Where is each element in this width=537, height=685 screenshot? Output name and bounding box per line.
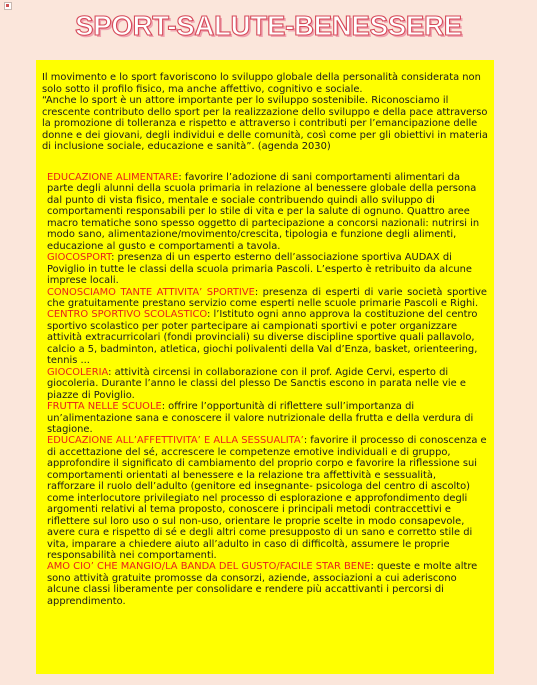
section-attivita-sportive: [47, 287, 487, 310]
broken-image-icon: [4, 2, 12, 10]
section-heading: GIOCOSPORT: [47, 252, 112, 264]
intro-text: [42, 72, 494, 153]
section-text: : favorire l’adozione di sani comportamenti alimentari da parte degli alunni della scuola primaria in relazione al benessere globale della persona dal punto di vista fisico, mentale e sociale contribuendo quindi allo sviluppo di comportamenti responsabili per lo stile di vita e per la salute di ognuno. Quattro aree macro tematiche sono spesso oggetto di partecipazione a concorsi nazionali: nutrirsi in modo sano, alimentazione/movimento/crescita, tipologia e funzione degli alimenti, educazione al gusto e comportamenti a tavola.: [47, 172, 480, 252]
section-heading: EDUCAZIONE ALL’AFFETTIVITA’ E ALLA SESSUALITA’: [47, 435, 304, 447]
section-text: : l’Istituto ogni anno approva la costituzione del centro sportivo scolastico per poter partecipare ai campionati sportivi e poter organizzare attività extracurricolari (fondi provinciali) su diverse discipline sportive quali pallavolo, calcio a 5, badminton, atletica, giochi polivalenti della Val d’Enza, basket, orienteering, tennis ...: [47, 309, 478, 367]
section-frutta-scuole: [47, 401, 487, 435]
section-text: : queste e molte altre sono attività gratuite promosse da consorzi, aziende, associazioni a cui aderiscono alcune classi liberamente per consolidare e rendere più accattivanti i percorsi di apprendimento.: [47, 561, 478, 607]
section-heading: CONOSCIAMO TANTE ATTIVITA’ SPORTIVE: [47, 286, 255, 298]
section-text: : favorire il processo di conoscenza e di accettazione del sé, accrescere le competenze emotive individuali e di gruppo, approfondire il significato di cambiamento del proprio corpo e favorire la riflessione sui comportamenti orientati al benessere e la relazione tra affettività e sessualità, rafforzare il ruolo dell’adulto (genitore ed insegnante- psicologa del centro di ascolto) come interlocutore privilegiato nel processo di esplorazione e approfondimento degli argomenti relativi al tema proposto, conoscere i principali metodi contraccettivi e riflettere sul loro uso o sul non-uso, orientare le proprie scelte in modo consapevole, avere cura e rispetto di sé e degli altri come presupposto di un sano e corretto stile di vita, imparare a chiedere aiuto all’adulto in caso di difficoltà, assumere le proprie responsabilità nei comportamenti.: [47, 435, 487, 561]
section-heading: GIOCOLERIA: [47, 366, 109, 378]
sections-list: [47, 172, 487, 607]
section-heading: AMO CIO’ CHE MANGIO/LA BANDA DEL GUSTO/FACILE STAR BENE: [47, 561, 371, 573]
page-title: SPORT-SALUTE-BENESSERE: [75, 10, 462, 41]
section-heading: FRUTTA NELLE SCUOLE: [47, 401, 162, 413]
section-centro-sportivo: [47, 309, 487, 366]
intro-quote: “Anche lo sport è un attore importante per lo sviluppo sostenibile. Riconosciamo il crescente contributo dello sport per la realizzazione dello sviluppo e della pace attraverso la promozione di tolleranza e rispetto e attraverso i contributi per l’emancipazione delle donne e dei giovani, degli individui e delle comunità, così come per gli obiettivi in materia di inclusione sociale, educazione e sanità”. (agenda 2030): [42, 95, 488, 152]
intro-paragraph: Il movimento e lo sport favoriscono lo sviluppo globale della personalità considerata non solo sotto il profilo fisico, ma anche affettivo, cognitivo e sociale.: [42, 72, 481, 95]
section-text: : presenza di esperti di varie società sportive che gratuitamente prestano servizio come esperti nelle scuole primarie Pascoli e Righi.: [47, 286, 487, 309]
section-text: : attività circensi in collaborazione con il prof. Agide Cervi, esperto di giocoleria. Durante l’anno le classi del plesso De Sanctis escono in parata nelle vie e piazze di Poviglio.: [47, 366, 466, 401]
section-giocoleria: [47, 367, 487, 401]
section-heading: CENTRO SPORTIVO SCOLASTICO: [47, 309, 208, 321]
section-educazione-alimentare: [47, 172, 487, 252]
section-giocosport: [47, 252, 487, 286]
section-amo-cio-che-mangio: [47, 561, 487, 607]
section-text: : presenza di un esperto esterno dell’associazione sportiva AUDAX di Poviglio in tutte le classi della scuola primaria Pascoli. L’esperto è retribuito da alcune imprese locali.: [47, 252, 472, 287]
section-heading: EDUCAZIONE ALIMENTARE: [47, 172, 179, 183]
section-affettivita: [47, 435, 487, 561]
section-text: : offrire l’opportunità di riflettere sull’importanza di un’alimentazione sana e conoscere il valore nutrizionale della frutta e della verdura di stagione.: [47, 401, 474, 435]
